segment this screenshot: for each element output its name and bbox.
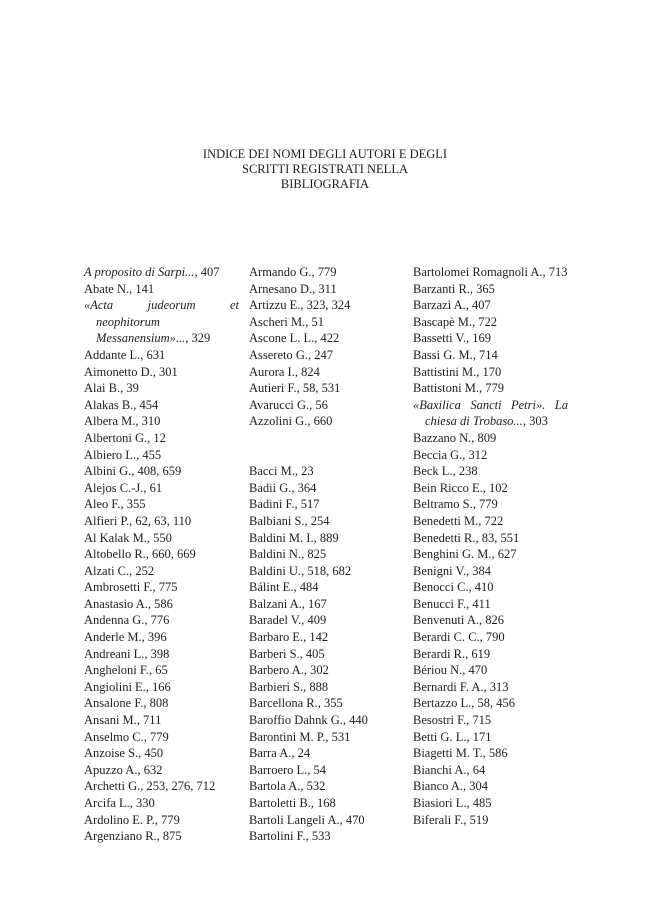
index-entry: Albini G., 408, 659 [84, 464, 182, 479]
index-entry: Berardi R., 619 [413, 646, 491, 661]
index-column-1 [84, 264, 239, 845]
index-entry: Bianchi A., 64 [413, 762, 486, 777]
index-entry: Barzazi A., 407 [413, 298, 491, 313]
index-entry: Anzoise S., 450 [84, 746, 164, 761]
index-entry: Azzolini G., 660 [249, 414, 333, 429]
index-entry: Barra A., 24 [249, 746, 311, 761]
index-entry-pages: , 303 [522, 414, 548, 429]
index-entry: Barbaro E., 142 [249, 630, 329, 645]
index-entry: Armando G., 779 [249, 265, 337, 279]
index-entry: Al Kalak M., 550 [84, 530, 172, 545]
index-entry: Ardolino E. P., 779 [84, 812, 180, 827]
title-line-1: INDICE DEI NOMI DEGLI AUTORI E DEGLI [202, 147, 448, 161]
index-entry: Battistini M., 170 [413, 364, 502, 379]
index-entry: Benucci F., 411 [413, 596, 491, 611]
index-entry: Angheloni F., 65 [84, 663, 168, 678]
index-entry: Barcellona R., 355 [249, 696, 343, 711]
index-entry: Balbiani S., 254 [249, 513, 330, 528]
index-column-3 [413, 264, 568, 828]
index-entry: Bascapè M., 722 [413, 314, 498, 329]
index-entry: Bassetti V., 169 [413, 331, 492, 346]
index-entry: Andreani L., 398 [84, 646, 170, 661]
index-entry: Alzati C., 252 [84, 563, 155, 578]
index-entry: Bartoletti B., 168 [249, 796, 336, 810]
index-entry: Bartolini F., 533 [249, 829, 331, 844]
index-entry: Alejos C.-J., 61 [84, 480, 163, 495]
index-entry: Bartola A., 532 [249, 779, 326, 794]
index-entry: Baldini N., 825 [249, 547, 327, 562]
index-entry-title: «Baxilica Sancti Petri». La chiesa di Trobaso... [413, 397, 568, 429]
index-entry: Alakas B., 454 [84, 397, 159, 412]
index-entry: Ambrosetti F., 775 [84, 580, 178, 595]
index-entry-title: A proposito di Sarpi... [84, 265, 195, 279]
index-entry: Albiero L., 455 [84, 447, 162, 462]
index-entry: Abate N., 141 [84, 281, 155, 296]
index-entry: Beltramo S., 779 [413, 497, 498, 512]
index-entry: Aleo F., 355 [84, 497, 146, 512]
index-entry: Albertoni G., 12 [84, 430, 166, 445]
index-entry: Ascheri M., 51 [249, 314, 324, 329]
index-entry: Barzanti R., 365 [413, 281, 495, 296]
index-entry: Battistoni M., 779 [413, 381, 504, 396]
index-entry: Barbero A., 302 [249, 663, 329, 678]
index-entry: Albera M., 310 [84, 414, 161, 429]
index-entry: Aurora I., 824 [249, 364, 320, 379]
index-entry: Berardi C. C., 790 [413, 630, 505, 645]
index-entry: Beccia G., 312 [413, 447, 488, 462]
index-entry: Arnesano D., 311 [249, 281, 337, 296]
index-entry: Benocci C., 410 [413, 580, 494, 595]
index-entry: Anastasio A., 586 [84, 596, 173, 611]
page-title [140, 147, 510, 192]
index-entry: Ansalone F., 808 [84, 696, 169, 711]
index-entry: Artizzu E., 323, 324 [249, 298, 351, 313]
index-entry: Biferali F., 519 [413, 812, 489, 827]
index-entry: Bériou N., 470 [413, 663, 488, 678]
index-entry: Angiolini E., 166 [84, 679, 171, 694]
index-entry: Biasiori L., 485 [413, 796, 492, 810]
index-entry: Benvenuti A., 826 [413, 613, 504, 628]
index-entry: Biagetti M. T., 586 [413, 746, 508, 761]
index-entry: Bassi G. M., 714 [413, 347, 498, 362]
index-entry: Altobello R., 660, 669 [84, 547, 196, 562]
index-entry: Aimonetto D., 301 [84, 364, 178, 379]
index-entry: Bartoli Langeli A., 470 [249, 812, 365, 827]
index-entry: Baroffio Dahnk G., 440 [249, 713, 368, 728]
index-entry: Benedetti M., 722 [413, 513, 504, 528]
index-entry: Bálint E., 484 [249, 580, 319, 595]
index-entry: Baldini U., 518, 682 [249, 563, 352, 578]
index-entry: Arcifa L., 330 [84, 796, 155, 810]
index-entry: Addante L., 631 [84, 347, 166, 362]
index-entry: Ascone L. L., 422 [249, 331, 340, 346]
index-entry: Benedetti R., 83, 551 [413, 530, 520, 545]
index-entry: Balzani A., 167 [249, 596, 327, 611]
index-entry [413, 397, 568, 430]
index-entry: Apuzzo A., 632 [84, 762, 163, 777]
index-entry: Anderle M., 396 [84, 630, 167, 645]
index-entry: Archetti G., 253, 276, 712 [84, 779, 216, 794]
index-entry: Bacci M., 23 [249, 464, 314, 479]
title-line-3: BIBLIOGRAFIA [280, 177, 370, 191]
index-entry [84, 264, 239, 281]
index-entry: Baldini M. I., 889 [249, 530, 339, 545]
index-entry: Bartolomei Romagnoli A., 713 [413, 265, 568, 279]
index-entry: Alai B., 39 [84, 381, 139, 396]
index-entry: Barbieri S., 888 [249, 679, 329, 694]
index-entry-pages: , 329 [185, 331, 211, 346]
index-column-2 [249, 264, 399, 845]
letter-group-spacer [249, 430, 399, 463]
index-entry: Autieri F., 58, 531 [249, 381, 341, 396]
index-entry: Avarucci G., 56 [249, 397, 328, 412]
index-entry: Barberi S., 405 [249, 646, 325, 661]
index-entry: Bernardi F. A., 313 [413, 679, 509, 694]
title-line-2: SCRITTI REGISTRATI NELLA [242, 162, 408, 176]
index-entry: Bertazzo L., 58, 456 [413, 696, 516, 711]
index-entry: Badii G., 364 [249, 480, 317, 495]
index-entry: Andenna G., 776 [84, 613, 170, 628]
index-entry: Barontini M. P., 531 [249, 729, 351, 744]
index-entry-pages: , 407 [194, 265, 220, 279]
index-entry: Anselmo C., 779 [84, 729, 169, 744]
index-entry [84, 297, 239, 347]
index-entry: Besostri F., 715 [413, 713, 492, 728]
index-entry-title: «Acta judeorum et neophitorum Messanensium»... [84, 298, 239, 346]
index-entry: Barroero L., 54 [249, 762, 327, 777]
index-entry: Assereto G., 247 [249, 347, 334, 362]
index-entry: Ansani M., 711 [84, 713, 162, 728]
index-entry: Benigni V., 384 [413, 563, 492, 578]
index-entry: Alfieri P., 62, 63, 110 [84, 513, 192, 528]
index-entry: Bianco A., 304 [413, 779, 488, 794]
index-entry: Betti G. L., 171 [413, 729, 492, 744]
index-entry: Beck L., 238 [413, 464, 478, 479]
index-entry: Bazzano N., 809 [413, 430, 497, 445]
index-entry: Badini F., 517 [249, 497, 320, 512]
index-entry: Bein Ricco E., 102 [413, 480, 508, 495]
index-entry: Baradel V., 409 [249, 613, 327, 628]
index-entry: Benghini G. M., 627 [413, 547, 517, 562]
index-entry: Argenziano R., 875 [84, 829, 182, 844]
